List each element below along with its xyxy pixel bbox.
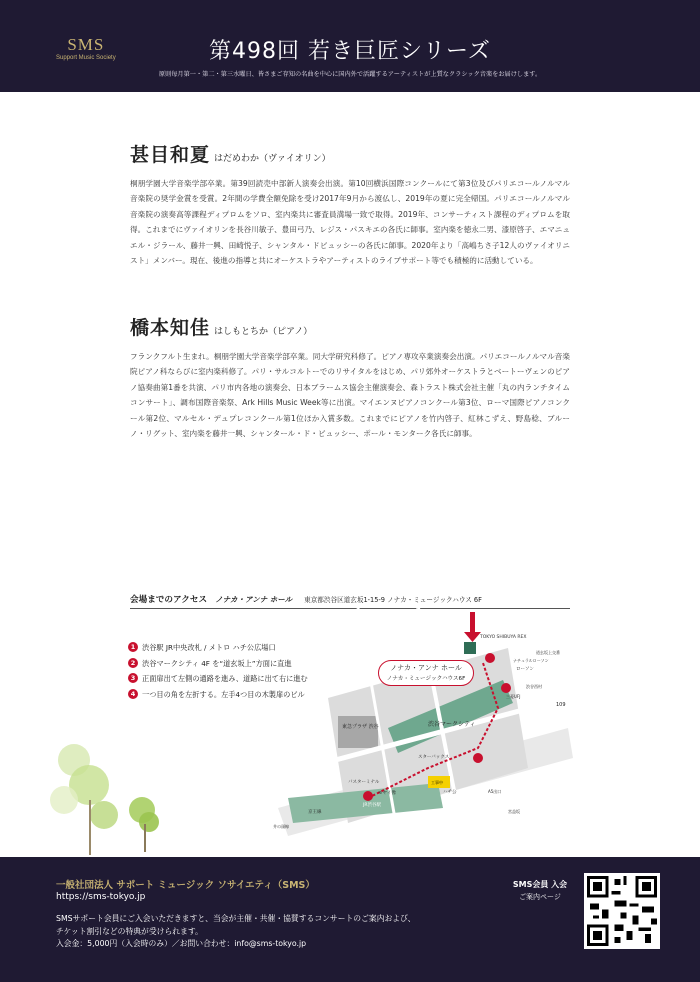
arrow-down-icon: [464, 632, 481, 642]
map-text: バスターミナル: [348, 780, 380, 785]
artist-bio: フランクフルト生まれ。桐朋学園大学音楽学部卒業。同大学研究科修了。ピアノ専攻卒業演奏会出演。パリエコールノルマル音楽院ピアノ科ならびに室内楽科修了。パリ・サルコルトーでのリサイタルをはじめ、パリ郊外オーケストラとベートーヴェンのピアノ協奏曲第1番を共演、パリ市内各地の演奏会、日本ブラームス協会主催演奏会、森トラスト株式会社主催「丸の内ランチタイムコンサート」、調布国際音楽祭、Ark Hills Music Week等に出演。マイエンヌピアノコンクール第3位、ローマ国際ピアノコンクール第2位、マルセル・デュプレコンクール第1位ほか入賞多数。これまでにピアノを竹内啓子、紅林こずえ、野島稔、ブルーノ・リグット、室内楽を藤井一興、シャンタール・ド・ビュッシー、ポール・モンターク各氏に師事。: [130, 352, 570, 439]
step-text: 渋谷駅 JR中央改札 / メトロ ハチ公広場口: [142, 643, 276, 652]
map-text: 宮益坂: [508, 809, 520, 814]
artist-name: [130, 140, 570, 167]
artist-name: [130, 313, 570, 340]
logo-subtext: Support Music Society: [56, 55, 116, 61]
qr-code-icon[interactable]: [584, 873, 660, 949]
logo-text: SMS: [67, 35, 105, 54]
step-number-badge: 4: [128, 689, 138, 699]
artist-profile-piano: [130, 313, 570, 441]
map-marker-4: [485, 653, 495, 663]
map-text: 109: [556, 702, 566, 708]
map-text: 東急プラザ 渋谷: [342, 724, 379, 730]
step-text: 渋谷マークシティ 4F を“道玄坂上”方面に直進: [142, 658, 292, 668]
access-map: [268, 608, 578, 836]
page-footer: [0, 857, 700, 982]
access-hall-name: ノナカ・アンナ ホール: [215, 595, 293, 604]
map-marker-3: [501, 683, 511, 693]
map-text: スターバックス: [418, 755, 450, 760]
map-text: 工事中: [431, 780, 443, 785]
artist-reading: はしもとちか（ピアノ）: [214, 327, 313, 337]
website-url[interactable]: https://sms-tokyo.jp: [56, 892, 146, 902]
map-hall-label: [378, 660, 474, 686]
artist-reading: はだめわか（ヴァイオリン）: [214, 154, 331, 164]
map-text: 道玄坂上交番: [536, 650, 560, 655]
map-text: モヤイ像: [378, 791, 396, 796]
map-text: A5出口: [488, 789, 502, 794]
step-number-badge: 1: [128, 642, 138, 652]
map-building-tokyu-plaza: [338, 716, 378, 748]
info-line: 入会金：5,000円（入会時のみ）／お問い合わせ：info@sms-tokyo.jp: [56, 939, 307, 948]
map-text: 渋谷マークシティ: [428, 721, 476, 728]
page-title: 第498回 若き巨匠シリーズ: [209, 39, 491, 64]
artist-bio: 桐朋学園大学音楽学部卒業。第39回読売中部新人演奏会出演。第10回横浜国際コンクールにて第3位及びパリエコールノルマル音楽院の奨学金賞を受賞。2年間の学費全額免除を受け2017年9月から渡仏し、2019年の夏に完全帰国。パリエコールノルマル音楽院の演奏高等課程ディプロムをソロ、室内楽共に審査員満場一致で取得。2019年、コンサーティスト課程のディプロムを取得。これまでにヴァイオリンを長谷川敏子、豊田弓乃、レジス・パスキエの各氏に師事。室内楽を徳永二男、漆原啓子、エマニュエル・ジラール、藤井一興、田崎悦子、シャンタル・ドビュッシーの各氏に師事。2020年より「高嶋ちさ子12人のヴァイオリニスト」メンバー。現在、後進の指導と共にオーケストラやアーティストのライブサポート等でも積極的に活動している。: [130, 179, 570, 266]
member-subtitle: ご案内ページ: [519, 893, 561, 901]
map-text: ローソン: [516, 667, 534, 672]
member-signup: [508, 879, 572, 902]
map-text: 京王線: [308, 810, 322, 815]
info-line: チケット割引などの特典が受けられます。: [56, 926, 203, 936]
map-destination-building: [464, 642, 476, 654]
map-text: JR渋谷駅: [363, 803, 381, 808]
info-line: SMSサポート会員にご入会いただきますと、当会が主催・共催・協賛するコンサートのご案内および、: [56, 914, 416, 923]
arrow-down-icon: [470, 612, 475, 634]
step-text: 正面扉出て左側の通路を進み、道路に出て右に進む: [142, 674, 308, 683]
artist-name-text: 橋本知佳: [130, 317, 211, 339]
map-marker-1: [363, 791, 373, 801]
step-number-badge: 3: [128, 673, 138, 683]
member-title: SMS会員 入会: [512, 880, 568, 889]
map-marker-2: [473, 753, 483, 763]
access-title: 会場までのアクセス: [130, 595, 208, 605]
map-text: ナチュラルローソン: [513, 658, 549, 663]
map-hall-label-sub: ノナカ・ミュージックハウス6F: [386, 676, 466, 682]
access-address: 東京都渋谷区道玄坂1-15-9 ノナカ・ミュージックハウス 6F: [304, 596, 482, 604]
page-header: [0, 0, 700, 92]
map-text: 三菱UFJ: [506, 694, 521, 699]
artist-profile-violin: [130, 140, 570, 268]
map-text: TOKYO SHIBUYA REX: [480, 635, 527, 640]
map-text: 井の頭線: [273, 824, 289, 829]
step-number-badge: 2: [128, 658, 138, 668]
step-text: 一つ目の角を左折する。左手4つ目の木製扉のビル: [142, 689, 305, 699]
access-heading: [130, 593, 570, 605]
map-text: 渋谷西村: [526, 684, 542, 689]
tree-illustration: [34, 720, 174, 860]
map-hall-label-main: ノナカ・アンナ ホール: [390, 664, 462, 672]
organization-name: 一般社団法人 サポート ミュージック ソサイエティ（SMS）: [56, 880, 315, 891]
artist-name-text: 甚目和夏: [130, 144, 211, 166]
membership-info: [56, 913, 415, 951]
map-text: ハチ公: [443, 790, 457, 795]
page-subtitle: 原則毎月第一・第二・第三水曜日、皆さまご存知の名曲を中心に国内外で活躍するアーティストが上質なクラシック音楽をお届けします。: [158, 71, 542, 78]
